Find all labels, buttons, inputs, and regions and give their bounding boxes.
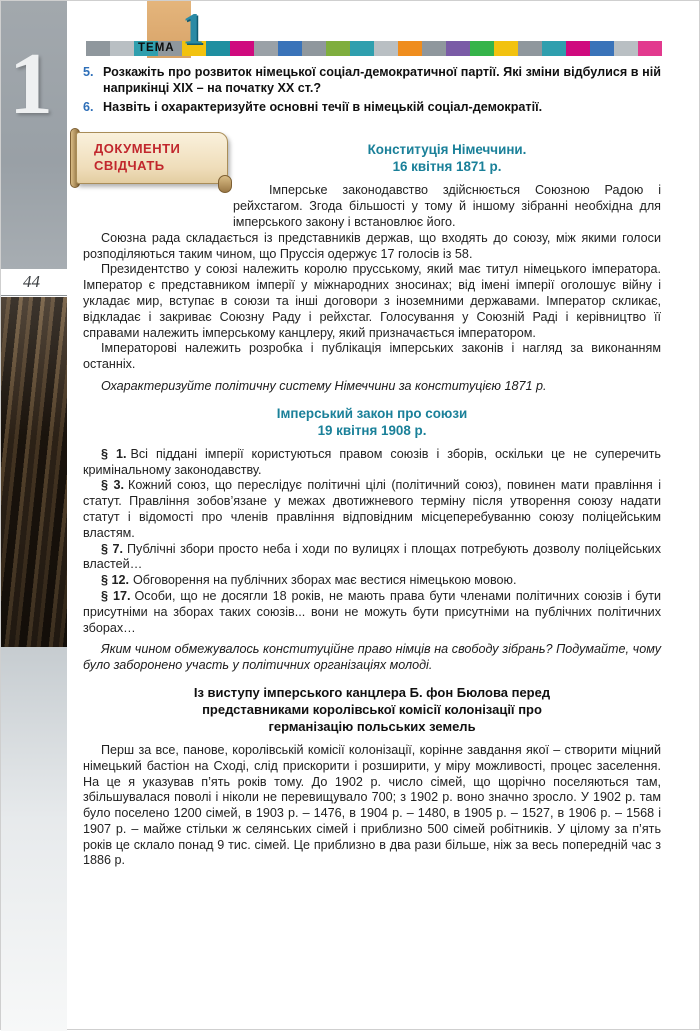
strip-square bbox=[446, 41, 470, 56]
document2-title bbox=[83, 405, 661, 439]
article-marker: § 17. bbox=[101, 588, 131, 603]
strip-square bbox=[254, 41, 278, 56]
law-article-12 bbox=[83, 573, 661, 589]
document3-paragraph: Перш за все, панове, королівській комісії колонізації, корінне завдання якої – створити міцний німецький бастіон на Сході, слід прискорити і розширити, у міру можливості, процес заселення. На це я указував п’ять років тому. До 1902 р. число сімей, що щорічно поселяються там, збільшувалася поволі і ніколи не перевищувало 700; з 1902 р. воно значно зросло. У 1902 р. там було поселено 1200 сімей, в 1903 р. – 1476, в 1904 р. – 1480, в 1905 р. – 1527, в 1906 р. – 1568 і 1907 р. – майже стільки ж селянських сімей і приблизно 500 сімей робітників. У цілому за п’ять років це склало понад 9 тис. сімей. Це приблизно в два рази більше, ніж за весь попередній час з 1886 р. bbox=[83, 742, 661, 868]
strip-square bbox=[350, 41, 374, 56]
article-marker: § 1. bbox=[101, 446, 127, 461]
article-marker: § 3. bbox=[101, 478, 125, 493]
left-sidebar bbox=[1, 1, 67, 1029]
page-number-band bbox=[1, 269, 67, 296]
strip-square bbox=[398, 41, 422, 56]
banner-line2: СВІДЧАТЬ bbox=[94, 158, 165, 173]
strip-square bbox=[374, 41, 398, 56]
strip-square bbox=[86, 41, 110, 56]
theme-label: ТЕМА bbox=[138, 42, 175, 54]
strip-square bbox=[206, 41, 230, 56]
law-article-17 bbox=[83, 589, 661, 636]
strip-square bbox=[230, 41, 254, 56]
question-item-6 bbox=[83, 100, 661, 116]
page-number: 44 bbox=[23, 272, 40, 291]
article-marker: § 7. bbox=[101, 541, 123, 556]
strip-square bbox=[302, 41, 326, 56]
strip-square bbox=[494, 41, 518, 56]
banner-line1: ДОКУМЕНТИ bbox=[94, 141, 181, 156]
strip-square bbox=[422, 41, 446, 56]
document2-title-line1: Імперський закон про союзи bbox=[276, 405, 468, 421]
strip-square bbox=[326, 41, 350, 56]
law-article-1 bbox=[83, 447, 661, 479]
question-number: 6. bbox=[83, 99, 94, 114]
question-text: Назвіть і охарактеризуйте основні течії в німецькій соціал-демократії. bbox=[103, 99, 543, 114]
scroll-curl-right bbox=[218, 175, 232, 193]
sidebar-photo bbox=[1, 297, 67, 647]
document1-paragraph: Імперське законодавство здійснюється Союзною Радою і рейхстагом. Згода більшості у тому й іншому зібранні необхідна для імперського закону і встановлює його. bbox=[233, 183, 661, 229]
strip-square bbox=[566, 41, 590, 56]
strip-square bbox=[518, 41, 542, 56]
document2-task: Яким чином обмежувалось конституційне право німців на свободу зібрань? Подумайте, чому було заборонено участь у політичних організаціях молоді. bbox=[83, 642, 661, 673]
strip-square bbox=[110, 41, 134, 56]
document2-title-line2: 19 квітня 1908 р. bbox=[317, 422, 427, 438]
sidebar-top-band bbox=[1, 1, 67, 269]
document1-paragraph: Президентство у союзі належить королю прусському, який має титул німецького імператора. Імператор є представником імперії у міжнародних зносинах; від імені імперії оголошує війну і укладає мир, вступає в союзи та інші договори з іноземними державами. Імператор скликає, відкладає і закриває Союзну Раду і рейхстаг. Голосування у Союзній Раді і керівництво її справами належить імперському канцлеру, який призначається імператором. bbox=[83, 262, 661, 340]
chapter-number: 1 bbox=[9, 36, 53, 133]
question-text: Розкажіть про розвиток німецької соціал-демократичної партії. Які зміни відбулися в ній наприкінці XIX – на початку XX ст.? bbox=[103, 65, 661, 95]
article-text: Особи, що не досягли 18 років, не мають права бути членами політичних союзів і бути присутніми на зборах таких союзів... вони не можуть бути присутніми на публічних політичних зборах… bbox=[83, 588, 662, 635]
article-marker: § 12. bbox=[101, 573, 130, 588]
strip-square bbox=[278, 41, 302, 56]
banner-text bbox=[76, 132, 228, 174]
strip-square bbox=[638, 41, 662, 56]
page-content bbox=[83, 65, 661, 869]
sidebar-bottom-band bbox=[1, 647, 67, 1031]
question-item-5 bbox=[83, 65, 661, 97]
strip-square bbox=[542, 41, 566, 56]
law-article-7 bbox=[83, 542, 661, 574]
document1-title bbox=[233, 141, 661, 175]
strip-square bbox=[614, 41, 638, 56]
article-text: Всі піддані імперії користуються правом союзів і зборів, оскільки це не суперечить кримінальному законодавству. bbox=[83, 446, 661, 477]
article-text: Кожний союз, що переслідує політичні цілі (політичний союз), повинен мати правління і статут. Правління зобов’язане у межах двотижневого терміну після утворення союзу надати статут і відомості про членів правління відповідним місцеперебуванню союзу поліцейським властям. bbox=[83, 478, 661, 540]
document1-title-line2: 16 квітня 1871 р. bbox=[392, 159, 502, 175]
strip-square bbox=[590, 41, 614, 56]
article-text: Публічні збори просто неба і ходи по вулицях і площах потребують дозволу поліцейських властей… bbox=[83, 541, 661, 572]
article-text: Обговорення на публічних зборах має вестися німецькою мовою. bbox=[133, 573, 517, 588]
document3-title: Із виступу імперського канцлера Б. фон Бюлова перед представниками королівської комісії колонізації про германізацію польських земель bbox=[193, 684, 551, 734]
law-article-3 bbox=[83, 478, 661, 541]
theme-number: 1 bbox=[182, 4, 204, 53]
documents-banner bbox=[76, 132, 228, 184]
document1-task: Охарактеризуйте політичну систему Німеччини за конституцією 1871 р. bbox=[101, 378, 547, 393]
document1-paragraph: Імператорові належить розробка і публікація імперських законів і нагляд за виконанням останніх. bbox=[83, 341, 661, 372]
document1-paragraph: Союзна рада складається із представників держав, що входять до союзу, між якими голоси розподіляються таким чином, що Пруссія одержує 17 голосів із 58. bbox=[83, 230, 661, 261]
question-number: 5. bbox=[83, 65, 94, 79]
document1-title-line1: Конституція Німеччини. bbox=[367, 142, 527, 158]
strip-square bbox=[470, 41, 494, 56]
